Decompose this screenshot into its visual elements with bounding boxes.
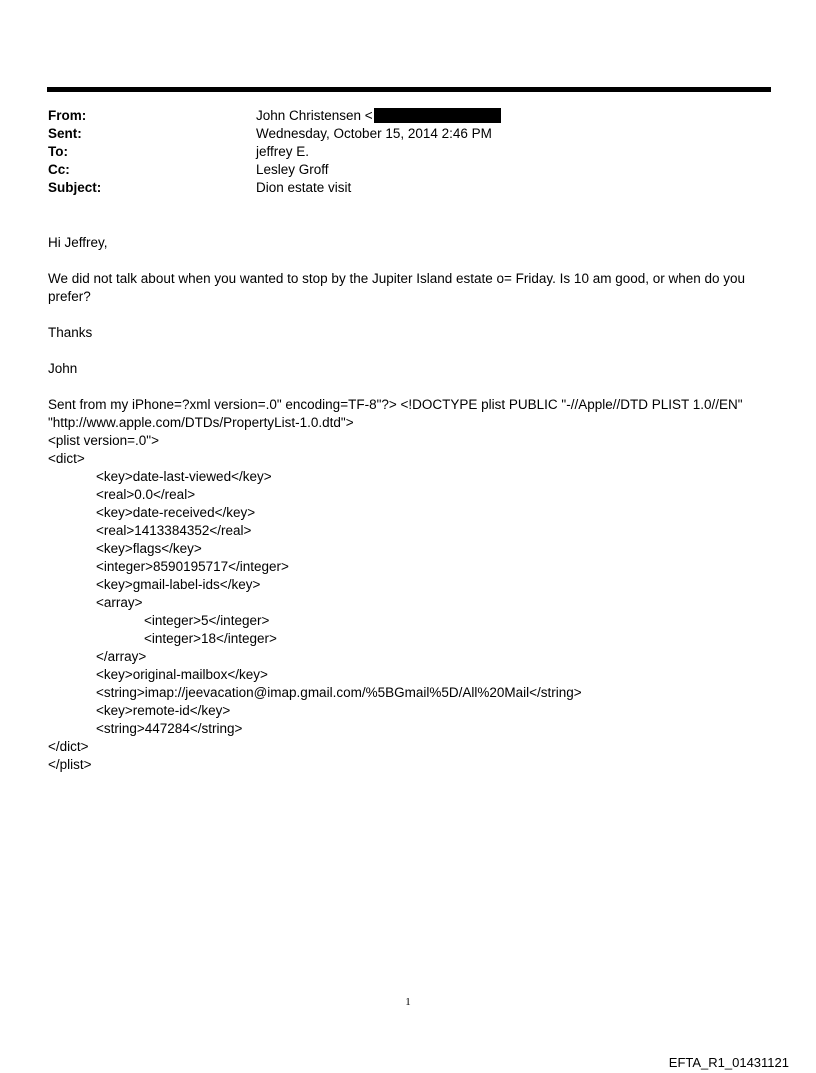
sent-from-line: Sent from my iPhone=?xml version=.0" encoding=TF-8"?> <!DOCTYPE plist PUBLIC "-//Apple//DTD PLIST 1.0//EN" "http://www.apple.com/DTDs/PropertyList-1.0.dtd"> bbox=[48, 397, 743, 430]
plist-line: <real>1413384352</real> bbox=[96, 523, 252, 538]
email-body bbox=[48, 234, 768, 774]
redaction-box bbox=[374, 108, 501, 123]
from-label: From: bbox=[48, 108, 87, 123]
plist-close: </plist> bbox=[48, 757, 92, 772]
from-value bbox=[256, 107, 748, 125]
from-name: John Christensen < bbox=[256, 108, 373, 123]
subject-value: Dion estate visit bbox=[256, 180, 352, 195]
header-divider bbox=[47, 87, 771, 92]
to-row bbox=[48, 143, 748, 161]
dict-open: <dict> bbox=[48, 451, 85, 466]
email-header bbox=[48, 107, 748, 197]
sent-value: Wednesday, October 15, 2014 2:46 PM bbox=[256, 126, 492, 141]
subject-row bbox=[48, 179, 748, 197]
plist-line: <integer>8590195717</integer> bbox=[96, 559, 289, 574]
plist-line: </array> bbox=[96, 649, 147, 664]
from-row bbox=[48, 107, 748, 125]
to-label: To: bbox=[48, 144, 68, 159]
plist-line: <string>447284</string> bbox=[96, 721, 243, 736]
signature: John bbox=[48, 361, 78, 376]
plist-line: <real>0.0</real> bbox=[96, 487, 196, 502]
plist-line: <array> bbox=[96, 595, 143, 610]
plist-block bbox=[48, 432, 768, 774]
dict-close: </dict> bbox=[48, 739, 89, 754]
message-text: We did not talk about when you wanted to stop by the Jupiter Island estate o= Friday. Is 10 am good, or when do you prefer? bbox=[48, 271, 746, 304]
document-id: EFTA_R1_01431121 bbox=[668, 1055, 789, 1070]
cc-value: Lesley Groff bbox=[256, 162, 329, 177]
sent-label: Sent: bbox=[48, 126, 82, 141]
cc-label: Cc: bbox=[48, 162, 70, 177]
plist-line: <integer>5</integer> bbox=[144, 613, 270, 628]
cc-row bbox=[48, 161, 748, 179]
subject-label: Subject: bbox=[48, 180, 102, 195]
greeting: Hi Jeffrey, bbox=[48, 235, 108, 250]
to-value: jeffrey E. bbox=[256, 144, 310, 159]
plist-line: <string>imap://jeevacation@imap.gmail.com/%5BGmail%5D/All%20Mail</string> bbox=[96, 685, 582, 700]
page-number: 1 bbox=[405, 996, 411, 1008]
plist-line: <integer>18</integer> bbox=[144, 631, 277, 646]
sent-row bbox=[48, 125, 748, 143]
plist-line: <key>remote-id</key> bbox=[96, 703, 231, 718]
plist-line: <key>date-received</key> bbox=[96, 505, 256, 520]
thanks-text: Thanks bbox=[48, 325, 93, 340]
plist-line: <key>flags</key> bbox=[96, 541, 202, 556]
plist-line: <key>original-mailbox</key> bbox=[96, 667, 268, 682]
plist-line: <key>date-last-viewed</key> bbox=[96, 469, 272, 484]
plist-line: <key>gmail-label-ids</key> bbox=[96, 577, 261, 592]
plist-open: <plist version=.0"> bbox=[48, 433, 159, 448]
